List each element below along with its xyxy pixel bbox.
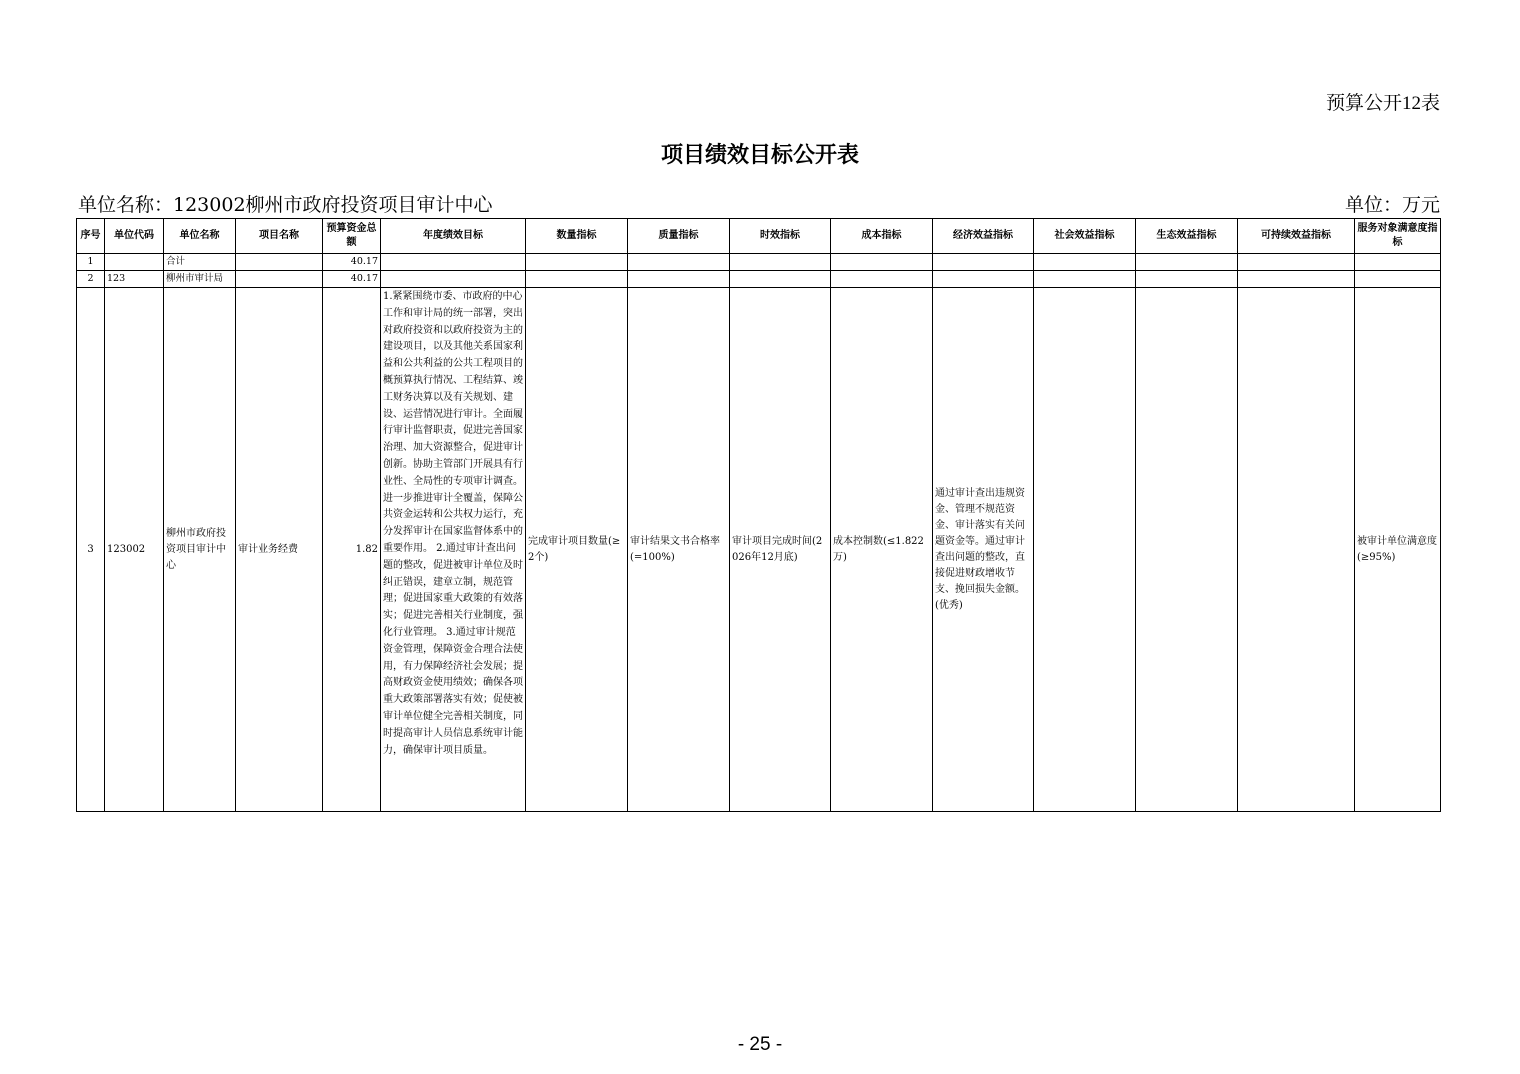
cell-social [1034, 288, 1136, 812]
cell-unit: 柳州市审计局 [164, 271, 236, 288]
col-header-code: 单位代码 [105, 219, 164, 254]
page-number: - 25 - [737, 1034, 783, 1055]
cell-satisfaction: 被审计单位满意度(≥95%) [1355, 288, 1441, 812]
cell-timeliness: 审计项目完成时间(2026年12月底) [730, 288, 831, 812]
cell-goal: 1.紧紧围绕市委、市政府的中心工作和审计局的统一部署，突出对政府投资和以政府投资为主的建设项目，以及其他关系国家利益和公共利益的公共工程项目的概预算执行情况、工程结算、竣工财务决算以及有关规划、建设、运营情况进行审计。全面履行审计监督职责，促进完善国家治理、加大资源整合，促进审计创新。协助主管部门开展具有行业性、全局性的专项审计调查。进一步推进审计全覆盖，保障公共资金运转和公共权力运行，充分发挥审计在国家监督体系中的重要作用。 2.通过审计查出问题的整改，促进被审计单位及时纠正错误，建章立制，规范管理；促进国家重大政策的有效落实；促进完善相关行业制度，强化行业管理。 3.通过审计规范资金管理，保障资金合理合法使用，有力保障经济社会发展；提高财政资金使用绩效；确保各项重大政策部署落实有效；促使被审计单位健全完善相关制度，同时提高审计人员信息系统审计能力，确保审计项目质量。 [381, 288, 526, 812]
col-header-cost: 成本指标 [831, 219, 933, 254]
cell-social [1034, 254, 1136, 271]
cell-ecological [1136, 254, 1238, 271]
cell-economic: 通过审计查出违规资金、管理不规范资金、审计落实有关问题资金等。通过审计查出问题的整改，直接促进财政增收节支、挽回损失金额。(优秀) [933, 288, 1034, 812]
col-header-sustainable: 可持续效益指标 [1238, 219, 1355, 254]
cell-cost [831, 271, 933, 288]
cell-code: 123 [105, 271, 164, 288]
cell-code: 123002 [105, 288, 164, 812]
cell-satisfaction [1355, 271, 1441, 288]
cell-social [1034, 271, 1136, 288]
col-header-goal: 年度绩效目标 [381, 219, 526, 254]
cell-no: 2 [77, 271, 105, 288]
cell-sustainable [1238, 288, 1355, 812]
cell-budget: 40.17 [323, 254, 381, 271]
cell-ecological [1136, 271, 1238, 288]
cell-quantity [526, 271, 628, 288]
cell-economic [933, 271, 1034, 288]
cell-unit: 合计 [164, 254, 236, 271]
col-header-quality: 质量指标 [628, 219, 730, 254]
page-title: 项目绩效目标公开表 [660, 143, 859, 168]
performance-table [76, 218, 1441, 812]
cell-cost [831, 254, 933, 271]
cell-no: 3 [77, 288, 105, 812]
cell-project [236, 254, 323, 271]
cell-budget: 40.17 [323, 271, 381, 288]
col-header-unit: 单位名称 [164, 219, 236, 254]
cell-economic [933, 254, 1034, 271]
col-header-budget: 预算资金总额 [323, 219, 381, 254]
cell-quantity: 完成审计项目数量(≥2个) [526, 288, 628, 812]
cell-quality: 审计结果文书合格率(=100%) [628, 288, 730, 812]
cell-project: 审计业务经费 [236, 288, 323, 812]
table-row [77, 288, 1441, 812]
col-header-timeliness: 时效指标 [730, 219, 831, 254]
unit-name: 单位名称：123002柳州市政府投资项目审计中心 [78, 194, 493, 216]
cell-code [105, 254, 164, 271]
col-header-no: 序号 [77, 219, 105, 254]
cell-sustainable [1238, 271, 1355, 288]
cell-quantity [526, 254, 628, 271]
cell-goal [381, 271, 526, 288]
form-number: 预算公开12表 [1325, 93, 1440, 114]
col-header-social: 社会效益指标 [1034, 219, 1136, 254]
cell-quality [628, 254, 730, 271]
col-header-quantity: 数量指标 [526, 219, 628, 254]
cell-timeliness [730, 271, 831, 288]
col-header-project: 项目名称 [236, 219, 323, 254]
table-row [77, 254, 1441, 271]
cell-no: 1 [77, 254, 105, 271]
cell-unit: 柳州市政府投资项目审计中心 [164, 288, 236, 812]
cell-ecological [1136, 288, 1238, 812]
cell-budget: 1.82 [323, 288, 381, 812]
cell-sustainable [1238, 254, 1355, 271]
cell-timeliness [730, 254, 831, 271]
currency-unit: 单位：万元 [1344, 194, 1440, 216]
cell-cost: 成本控制数(≤1.822万) [831, 288, 933, 812]
col-header-economic: 经济效益指标 [933, 219, 1034, 254]
col-header-ecological: 生态效益指标 [1136, 219, 1238, 254]
cell-project [236, 271, 323, 288]
table-row [77, 271, 1441, 288]
header-row [77, 219, 1441, 254]
cell-quality [628, 271, 730, 288]
cell-satisfaction [1355, 254, 1441, 271]
cell-goal [381, 254, 526, 271]
col-header-satisfaction: 服务对象满意度指标 [1355, 219, 1441, 254]
